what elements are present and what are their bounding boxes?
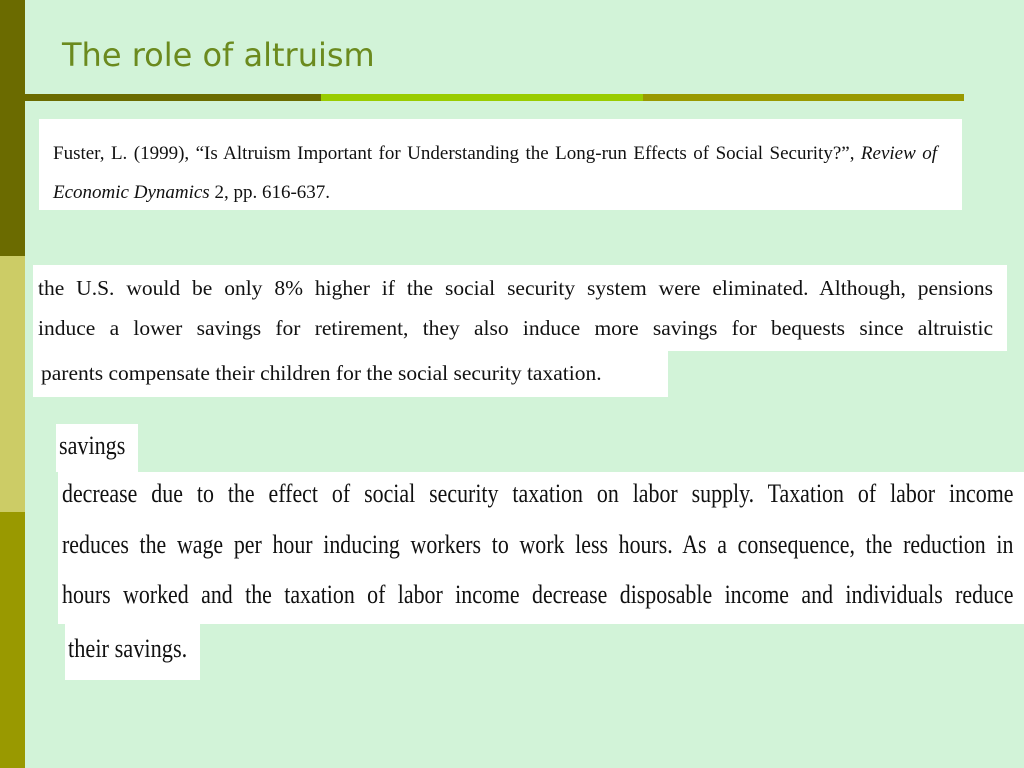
excerpt1-line: parents compensate their children for the social security taxation.: [41, 361, 602, 385]
excerpt2-heading-word: savings: [59, 431, 126, 460]
excerpt1-last-line-box: [33, 351, 668, 397]
title-rule-dark: [25, 94, 321, 101]
reference-text: [53, 134, 937, 212]
excerpt1-box: [33, 265, 1007, 351]
excerpt2-box: [58, 472, 1024, 624]
excerpt2-heading-box: [56, 424, 138, 472]
left-bar-bottom: [0, 512, 25, 768]
excerpt2-last-line-box: [65, 624, 200, 680]
reference-journal: Review of Economic Dynamics: [53, 143, 937, 203]
excerpt2-line: decrease due to the effect of social security taxation on labor supply. Taxation of labor income: [62, 479, 1014, 508]
excerpt2-line: their savings.: [68, 634, 188, 663]
title-rule-olive: [643, 94, 964, 101]
excerpt2-line: hours worked and the taxation of labor income decrease disposable income and individuals reduce: [62, 580, 1014, 609]
excerpt1-line: the U.S. would be only 8% higher if the social security system were eliminated. Although, pensions: [38, 276, 993, 300]
reference-authors-title: Fuster, L. (1999), “Is Altruism Important for Understanding the Long-run Effects of Social Security?”,: [53, 143, 861, 164]
slide-title: The role of altruism: [62, 36, 375, 74]
reference-box: [39, 119, 962, 210]
reference-pages: 2, pp. 616-637.: [209, 182, 331, 203]
left-bar-top: [0, 0, 25, 256]
excerpt2-line: reduces the wage per hour inducing workers to work less hours. As a consequence, the reduction in: [62, 530, 1014, 559]
title-rule-green: [321, 94, 643, 101]
excerpt1-line: induce a lower savings for retirement, they also induce more savings for bequests since altruistic: [38, 316, 993, 340]
left-bar-middle: [0, 256, 25, 512]
